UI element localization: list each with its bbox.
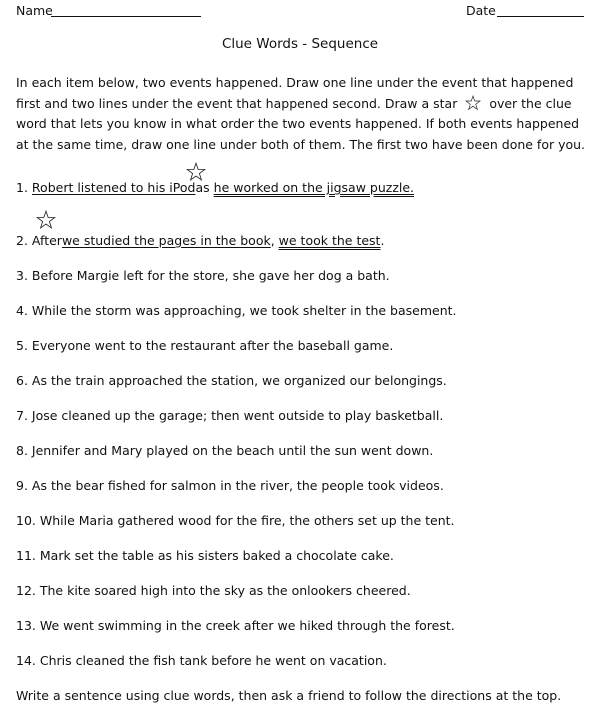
- item-text: Mark set the table as his sisters baked a chocolate cake.: [39, 548, 394, 563]
- item-text: As the train approached the station, we organized our belongings.: [31, 373, 447, 388]
- clue-word: as: [195, 180, 210, 195]
- first-event: we studied the pages in the book: [61, 233, 271, 248]
- list-item: [16, 303, 457, 318]
- item-text: Jose cleaned up the garage; then went outside to play basketball.: [31, 408, 444, 423]
- item-number: 12.: [16, 583, 36, 598]
- name-field-line[interactable]: [51, 16, 201, 17]
- star-icon: [36, 210, 56, 230]
- item-text: As the bear fished for salmon in the river, the people took videos.: [31, 478, 444, 493]
- item-number: 8.: [16, 443, 28, 458]
- page-title: Clue Words - Sequence: [221, 36, 379, 52]
- second-event: we took the test: [278, 233, 381, 248]
- item-text: Before Margie left for the store, she gave her dog a bath.: [31, 268, 390, 283]
- item-text: The kite soared high into the sky as the onlookers cheered.: [39, 583, 411, 598]
- date-label: Date: [466, 3, 496, 18]
- item-text: Everyone went to the restaurant after the baseball game.: [31, 338, 394, 353]
- item-number: 9.: [16, 478, 28, 493]
- item-text: While Maria gathered wood for the fire, the others set up the tent.: [39, 513, 455, 528]
- star-icon: [186, 162, 206, 182]
- instructions-part2: over the clue word that lets you know in what order the two events happened. If both events happened at the same time, draw one line under both of them. The first two have been done for you.: [16, 95, 586, 152]
- item-text: Chris cleaned the fish tank before he went on vacation.: [39, 653, 387, 668]
- item-number: 1.: [16, 180, 28, 195]
- list-item: [16, 513, 455, 528]
- item-number: 5.: [16, 338, 28, 353]
- instructions-part1: In each item below, two events happened. Draw one line under the event that happened first and two lines under the event that happened second. Draw a star: [16, 75, 574, 111]
- clue-word: After: [31, 233, 62, 248]
- item-number: 11.: [16, 548, 36, 563]
- item-number: 10.: [16, 513, 36, 528]
- instructions: [16, 73, 586, 155]
- list-item: [16, 653, 387, 668]
- list-item: [16, 338, 393, 353]
- list-item: [16, 443, 433, 458]
- example-item-2: [16, 233, 384, 248]
- item-text: Jennifer and Mary played on the beach until the sun went down.: [31, 443, 434, 458]
- item-number: 14.: [16, 653, 36, 668]
- list-item: [16, 268, 390, 283]
- list-item: [16, 618, 455, 633]
- date-field-line[interactable]: [497, 16, 584, 17]
- item-text: While the storm was approaching, we took shelter in the basement.: [31, 303, 457, 318]
- name-label: Name: [16, 3, 53, 18]
- item-number: 2.: [16, 233, 28, 248]
- item-number: 3.: [16, 268, 28, 283]
- footer-instruction: Write a sentence using clue words, then ask a friend to follow the directions at the top.: [16, 688, 562, 703]
- list-item: [16, 583, 411, 598]
- list-item: [16, 478, 444, 493]
- comma: ,: [270, 233, 275, 248]
- list-item: [16, 373, 447, 388]
- second-event: he worked on the jigsaw puzzle.: [213, 180, 415, 195]
- example-item-1: [16, 180, 414, 195]
- list-item: [16, 548, 394, 563]
- item-number: 7.: [16, 408, 28, 423]
- period: .: [380, 233, 385, 248]
- item-number: 6.: [16, 373, 28, 388]
- first-event: Robert listened to his iPod: [31, 180, 196, 195]
- item-number: 4.: [16, 303, 28, 318]
- list-item: [16, 408, 443, 423]
- item-text: We went swimming in the creek after we hiked through the forest.: [39, 618, 455, 633]
- item-number: 13.: [16, 618, 36, 633]
- star-icon: [464, 95, 482, 111]
